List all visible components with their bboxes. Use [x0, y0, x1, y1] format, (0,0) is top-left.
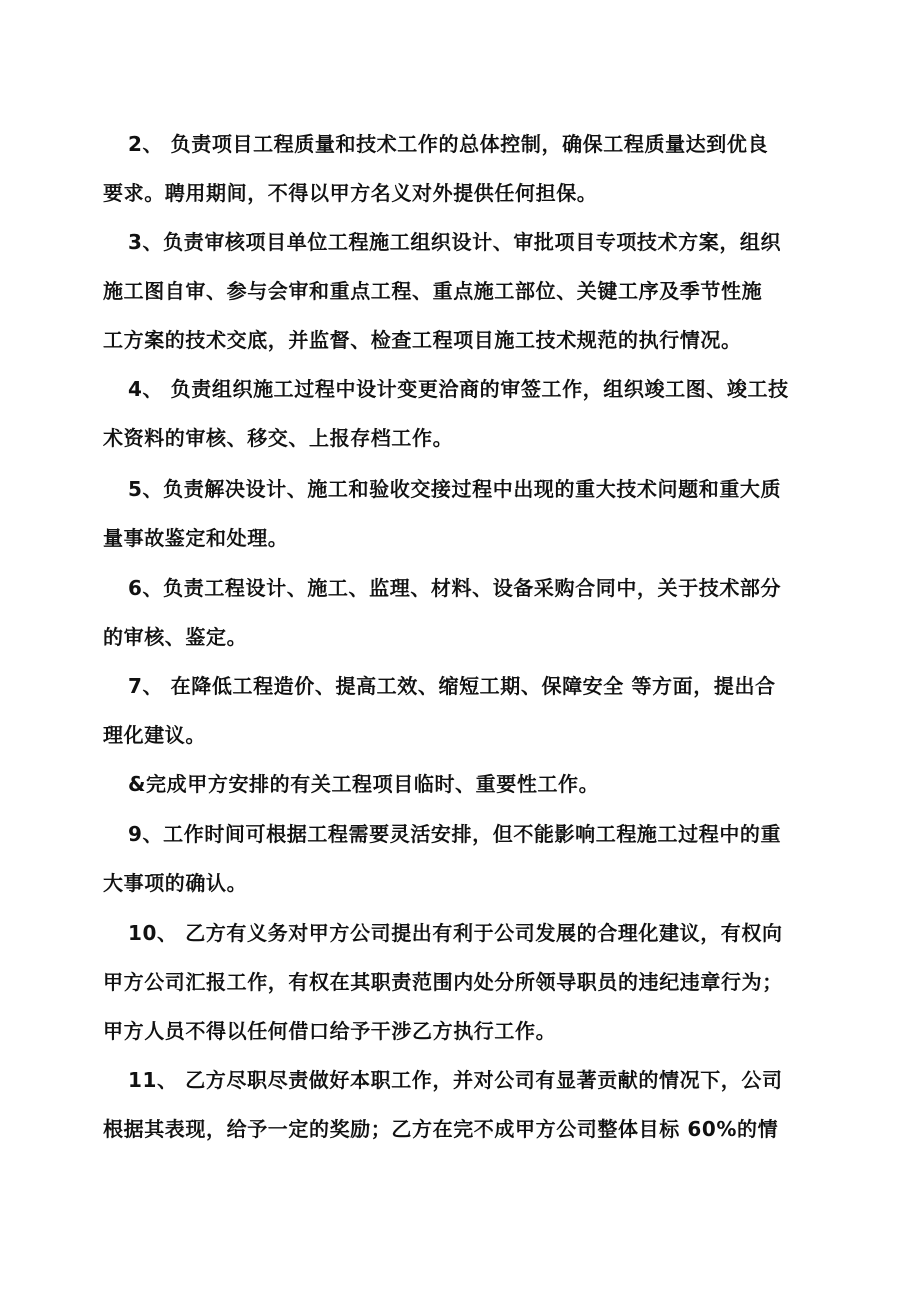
text-line: 施工图自审、参与会审和重点工程、重点施工部位、关键工序及季节性施: [103, 279, 763, 303]
text-line: 根据其表现，给予一定的奖励；乙方在完不成甲方公司整体目标 60%的情: [103, 1117, 779, 1141]
text-line: 工方案的技术交底，并监督、检查工程项目施工技术规范的执行情况。: [103, 328, 742, 352]
text-line: 量事故鉴定和处理。: [103, 526, 289, 550]
text-line: 的审核、鉴定。: [103, 625, 248, 649]
text-line: 4、 负责组织施工过程中设计变更洽商的审签工作，组织竣工图、竣工技: [128, 377, 789, 401]
text-line: 5、负责解决设计、施工和验收交接过程中出现的重大技术问题和重大质: [128, 477, 782, 501]
text-line: 理化建议。: [103, 723, 206, 747]
text-line: 3、负责审核项目单位工程施工组织设计、审批项目专项技术方案，组织: [128, 230, 782, 254]
text-line: 7、 在降低工程造价、提高工效、缩短工期、保障安全 等方面，提出合: [128, 674, 776, 698]
text-line: 大事项的确认。: [103, 871, 248, 895]
text-line: 甲方人员不得以任何借口给予干涉乙方执行工作。: [103, 1019, 557, 1043]
text-line: 9、工作时间可根据工程需要灵活安排，但不能影响工程施工过程中的重: [128, 822, 782, 846]
text-line: 10、 乙方有义务对甲方公司提出有利于公司发展的合理化建议，有权向: [128, 921, 783, 945]
text-line: 6、负责工程设计、施工、监理、材料、设备采购合同中，关于技术部分: [128, 576, 782, 600]
text-line: &完成甲方安排的有关工程项目临时、重要性工作。: [128, 772, 600, 796]
text-line: 甲方公司汇报工作，有权在其职责范围内处分所领导职员的违纪违章行为；: [103, 970, 783, 994]
text-line: 2、 负责项目工程质量和技术工作的总体控制，确保工程质量达到优良: [128, 132, 769, 156]
text-line: 要求。聘用期间，不得以甲方名义对外提供任何担保。: [103, 181, 598, 205]
text-line: 术资料的审核、移交、上报存档工作。: [103, 426, 454, 450]
text-line: 11、 乙方尽职尽责做好本职工作，并对公司有显著贡献的情况下，公司: [128, 1068, 783, 1092]
